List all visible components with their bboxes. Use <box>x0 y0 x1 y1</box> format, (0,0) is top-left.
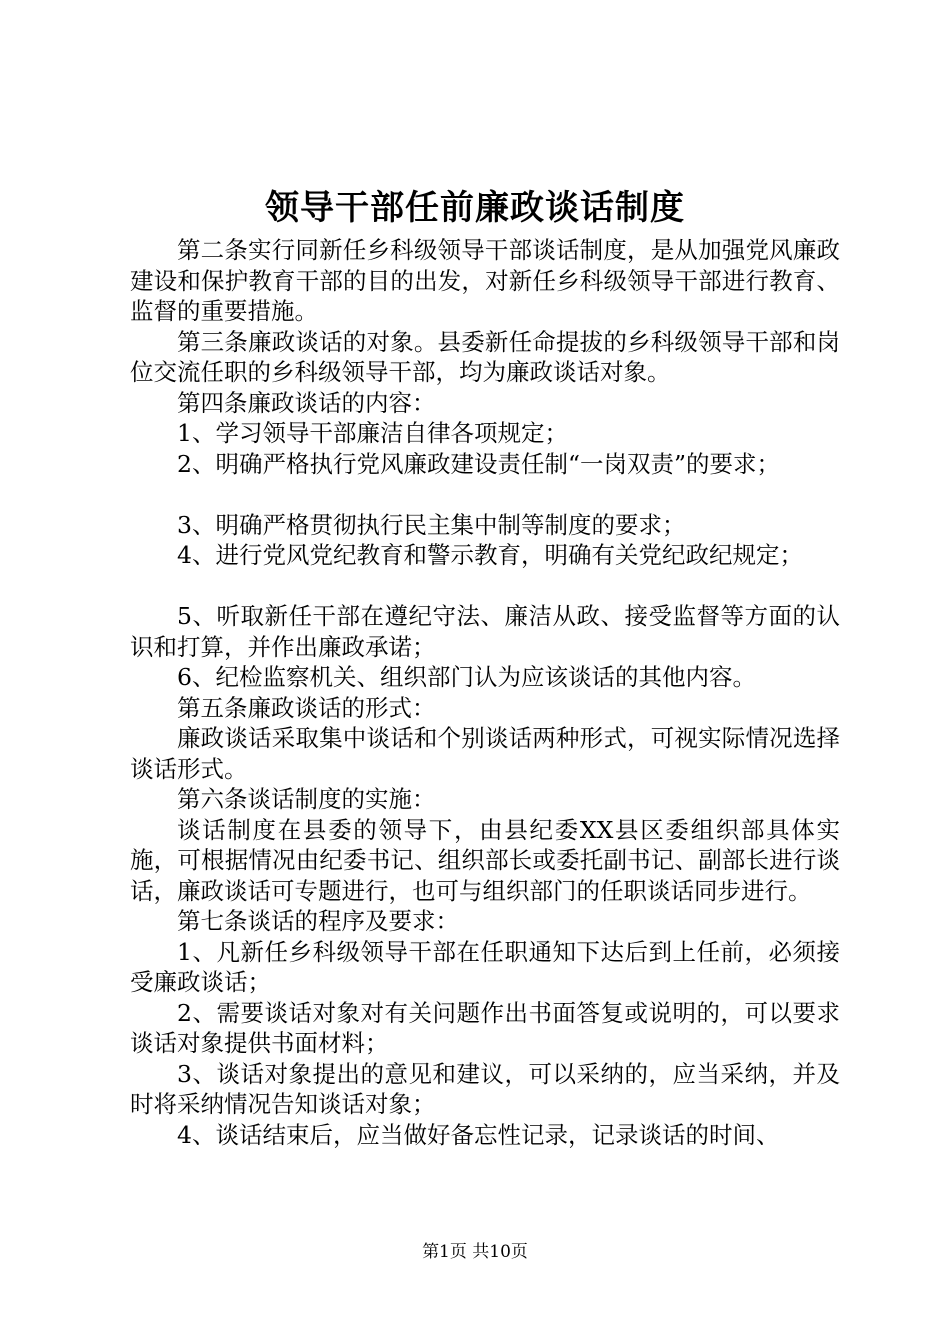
paragraph-article-5-heading: 第五条廉政谈话的形式： <box>177 693 436 722</box>
paragraph-article-5-body: 廉政谈话采取集中谈话和个别谈话两种形式，可视实际情况选择谈话形式。 <box>130 724 840 783</box>
page-number: 第1页 共10页 <box>422 1242 528 1262</box>
document-body <box>130 235 840 1150</box>
list-item-content-6: 6、纪检监察机关、组织部门认为应该谈话的其他内容。 <box>177 663 756 691</box>
list-item-procedure-2: 2、需要谈话对象对有关问题作出书面答复或说明的，可以要求谈话对象提供书面材料； <box>130 998 840 1057</box>
list-item-content-4: 4、进行党风党纪教育和警示教育，明确有关党纪政纪规定； <box>177 541 803 569</box>
blank-line <box>130 479 840 510</box>
list-item-procedure-1: 1、凡新任乡科级领导干部在任职通知下达后到上任前，必须接受廉政谈话； <box>130 937 840 996</box>
paragraph-article-6-heading: 第六条谈话制度的实施： <box>177 785 436 813</box>
list-item-content-3: 3、明确严格贯彻执行民主集中制等制度的要求； <box>177 510 686 539</box>
list-item-procedure-3: 3、谈话对象提出的意见和建议，可以采纳的，应当采纳，并及时将采纳情况告知谈话对象； <box>130 1059 840 1118</box>
blank-line <box>130 571 840 602</box>
paragraph-article-4-heading: 第四条廉政谈话的内容： <box>177 388 436 417</box>
list-item-content-1: 1、学习领导干部廉洁自律各项规定； <box>177 419 568 447</box>
document-title: 领导干部任前廉政谈话制度 <box>265 188 685 228</box>
list-item-procedure-4: 4、谈话结束后，应当做好备忘性记录，记录谈话的时间、 <box>177 1120 780 1149</box>
paragraph-article-2: 第二条实行同新任乡科级领导干部谈话制度，是从加强党风廉政建设和保护教育干部的目的出发，对新任乡科级领导干部进行教育、监督的重要措施。 <box>130 236 840 325</box>
paragraph-article-6-body: 谈话制度在县委的领导下，由县纪委XX县区委组织部具体实施，可根据情况由纪委书记、组织部长或委托副书记、副部长进行谈话，廉政谈话可专题进行，也可与组织部门的任职谈话同步进行。 <box>130 815 840 905</box>
list-item-content-5: 5、听取新任干部在遵纪守法、廉洁从政、接受监督等方面的认识和打算，并作出廉政承诺； <box>130 602 840 661</box>
paragraph-article-7-heading: 第七条谈话的程序及要求： <box>177 907 459 935</box>
paragraph-article-3: 第三条廉政谈话的对象。县委新任命提拔的乡科级领导干部和岗位交流任职的乡科级领导干部，均为廉政谈话对象。 <box>130 327 840 386</box>
list-item-content-2: 2、明确严格执行党风廉政建设责任制“一岗双责”的要求； <box>177 449 780 478</box>
